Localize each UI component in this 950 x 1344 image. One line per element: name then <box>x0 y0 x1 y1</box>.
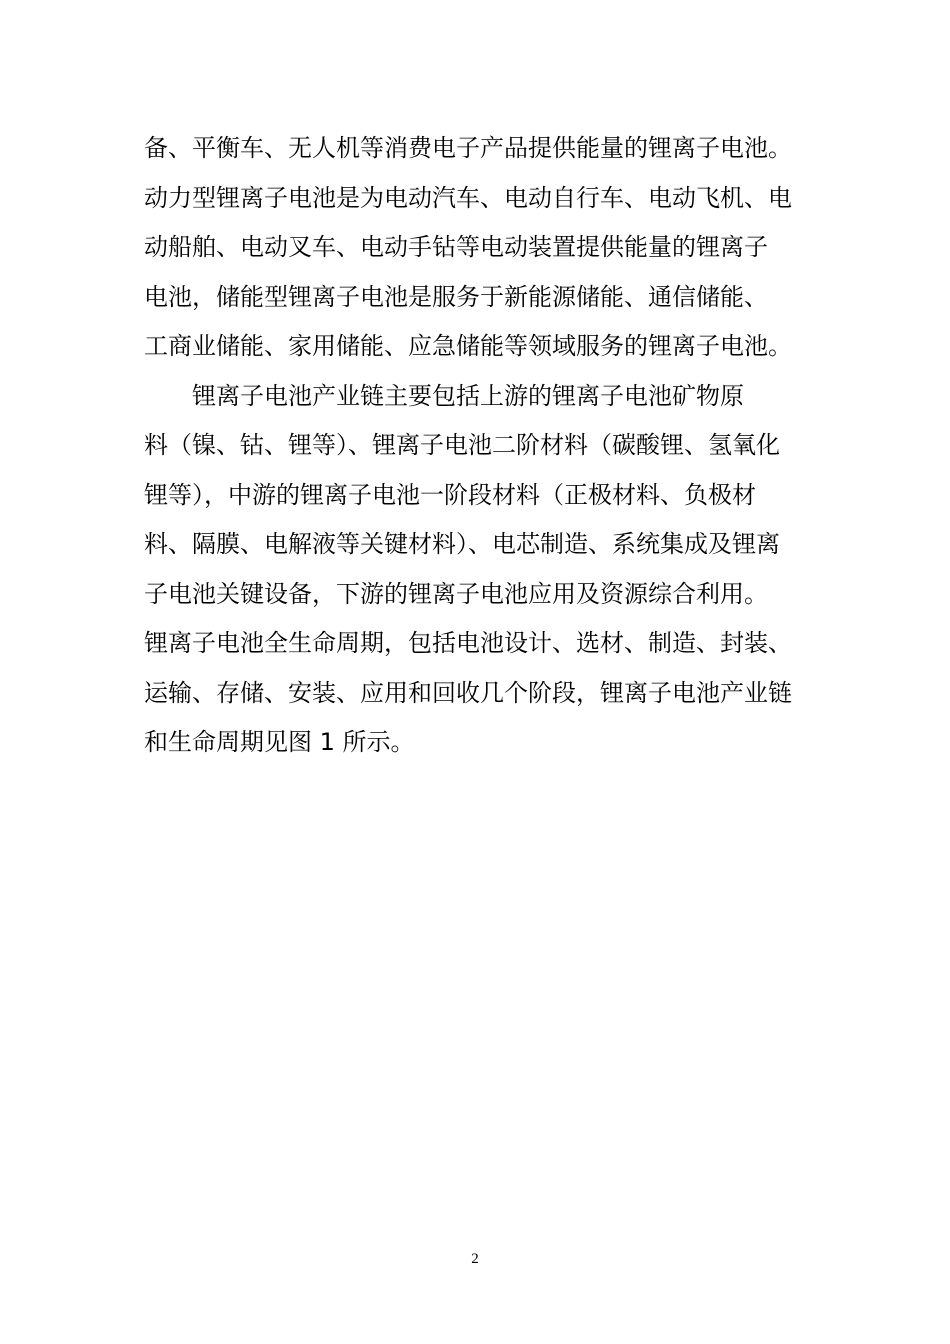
text-line: 和生命周期见图 1 所示。 <box>144 728 415 756</box>
text-line: 子电池关键设备，下游的锂离子电池应用及资源综合利用。 <box>144 579 768 608</box>
page-number: 2 <box>471 1251 479 1267</box>
text-line: 动力型锂离子电池是为电动汽车、电动自行车、电动飞机、电 <box>144 183 792 212</box>
text-line: 电池，储能型锂离子电池是服务于新能源储能、通信储能、 <box>144 282 768 311</box>
text-line: 料、隔膜、电解液等关键材料）、电芯制造、系统集成及锂离 <box>144 530 780 558</box>
text-line: 料（镍、钴、锂等）、锂离子电池二阶材料（碳酸锂、氢氧化 <box>144 431 780 459</box>
text-line: 备、平衡车、无人机等消费电子产品提供能量的锂离子电池。 <box>144 134 792 162</box>
text-line: 工商业储能、家用储能、应急储能等领域服务的锂离子电池。 <box>144 332 792 360</box>
body-text <box>144 124 814 768</box>
text-line: 锂离子电池全生命周期，包括电池设计、选材、制造、封装、 <box>144 629 792 657</box>
paragraph-first-line: 锂离子电池产业链主要包括上游的锂离子电池矿物原 <box>192 381 744 410</box>
text-line: 动船舶、电动叉车、电动手钻等电动装置提供能量的锂离子 <box>144 233 768 261</box>
text-line: 锂等），中游的锂离子电池一阶段材料（正极材料、负极材 <box>144 480 756 509</box>
text-line: 运输、存储、安装、应用和回收几个阶段，锂离子电池产业链 <box>144 678 792 707</box>
